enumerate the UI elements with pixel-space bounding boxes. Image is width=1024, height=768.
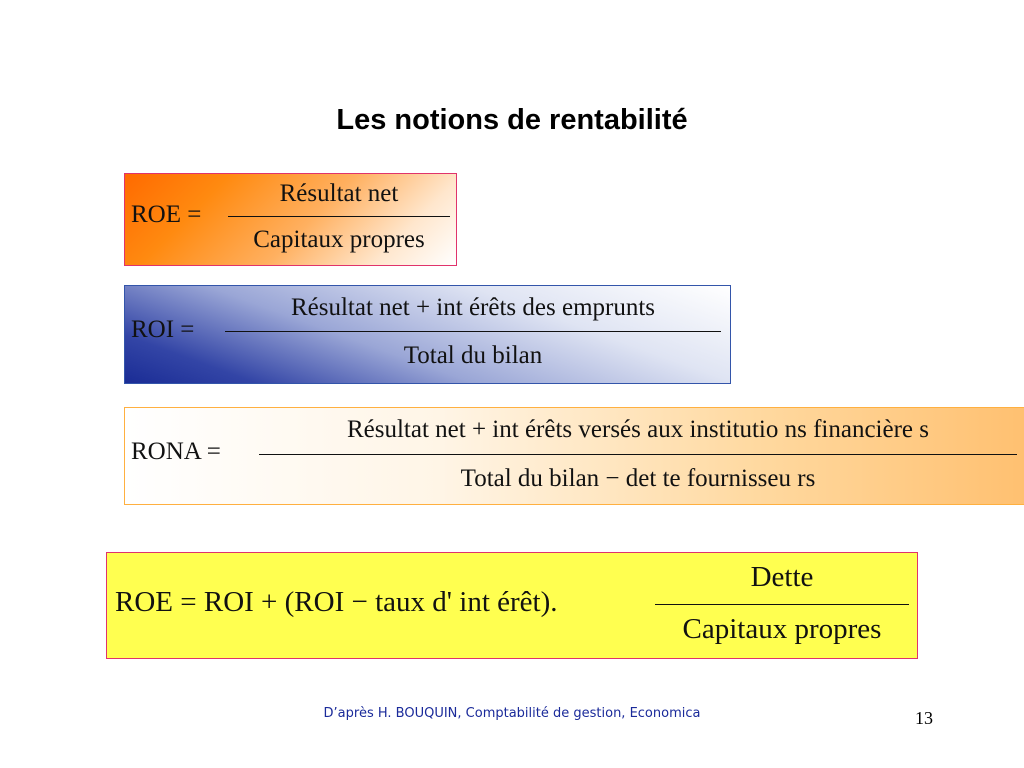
roe-label: ROE = <box>131 201 202 228</box>
roi-numerator: Résultat net + int érêts des emprunts <box>290 294 656 321</box>
roe-fraction <box>228 176 450 262</box>
leverage-fraction <box>655 557 909 655</box>
rona-formula-box <box>124 407 1024 505</box>
fraction-bar <box>225 331 721 332</box>
rona-label: RONA = <box>131 438 221 465</box>
leverage-lhs: ROE = ROI + (ROI − taux d' int érêt). <box>115 586 558 618</box>
source-citation: D’après H. BOUQUIN, Comptabilité de gestion, Economica <box>323 706 701 721</box>
fraction-bar <box>228 216 450 217</box>
rona-fraction <box>259 412 1017 502</box>
leverage-numerator: Dette <box>750 561 814 593</box>
fraction-bar <box>655 604 909 605</box>
rona-numerator: Résultat net + int érêts versés aux institutio ns financière s <box>346 416 930 443</box>
roi-denominator: Total du bilan <box>403 342 543 369</box>
roe-denominator: Capitaux propres <box>253 226 425 253</box>
fraction-bar <box>259 454 1017 455</box>
roe-numerator: Résultat net <box>279 180 399 207</box>
roi-label: ROI = <box>131 316 195 343</box>
rona-denominator: Total du bilan − det te fournisseu rs <box>460 465 816 492</box>
leverage-denominator: Capitaux propres <box>682 613 882 645</box>
page-title: Les notions de rentabilité <box>336 104 688 136</box>
roi-formula-box <box>124 285 731 384</box>
roi-fraction <box>225 290 721 380</box>
page-number: 13 <box>915 708 933 728</box>
leverage-formula-box <box>106 552 918 659</box>
roe-formula-box <box>124 173 457 266</box>
